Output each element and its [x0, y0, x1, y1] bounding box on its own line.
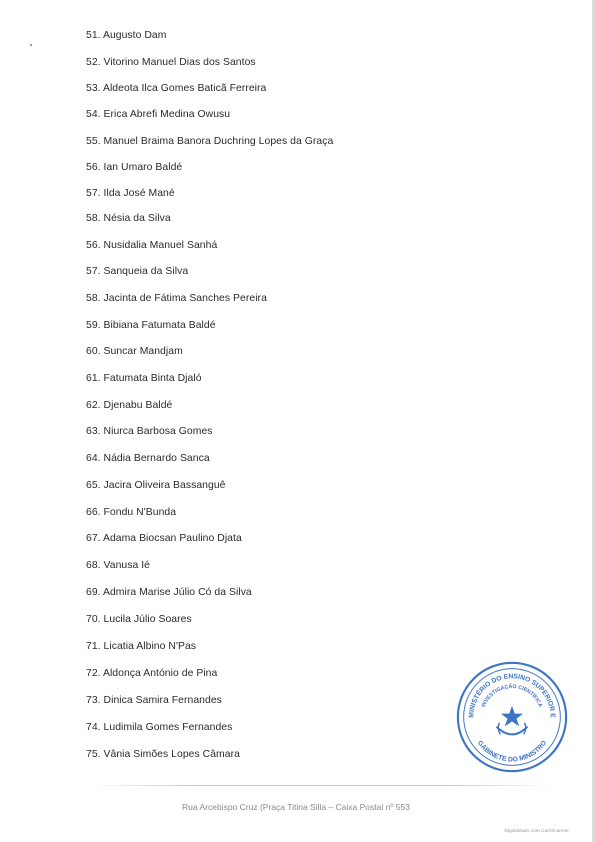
list-item: 56. Ian Umaro Baldé	[86, 162, 183, 173]
list-item: 63. Niurca Barbosa Gomes	[86, 426, 213, 437]
ministry-stamp	[454, 659, 570, 775]
list-item: 58. Jacinta de Fátima Sanches Pereira	[86, 293, 267, 304]
list-item: 59. Bibiana Fatumata Baldé	[86, 320, 216, 331]
list-item: 54. Erica Abrefi Medina Owusu	[86, 109, 231, 120]
stamp-bottom-text: GABINETE DO MINISTRO	[475, 739, 549, 764]
footer-divider	[86, 785, 556, 786]
list-item: 68. Vanusa Ié	[86, 560, 151, 571]
list-item: 72. Aldonça António de Pina	[86, 668, 218, 679]
list-item: 57. Sanqueia da Silva	[86, 266, 189, 277]
list-item: 75. Vânia Simões Lopes Câmara	[86, 749, 240, 760]
list-item: 61. Fatumata Binta Djaló	[86, 373, 202, 384]
list-item: 65. Jacira Oliveira Bassanguê	[86, 480, 226, 491]
stamp-top-text: MINISTÉRIO DO ENSINO SUPERIOR E	[468, 673, 556, 718]
list-item: 67. Adama Biocsan Paulino Djata	[86, 533, 242, 544]
list-item: 56. Nusidalia Manuel Sanhá	[86, 240, 218, 251]
list-item: 66. Fondu N'Bunda	[86, 507, 177, 518]
list-item: 62. Djenabu Baldé	[86, 400, 173, 411]
list-item: 55. Manuel Braima Banora Duchring Lopes da Graça	[86, 136, 334, 147]
list-item: 53. Aldeota Ilca Gomes Baticã Ferreira	[86, 83, 267, 94]
list-item: 57. Ilda José Mané	[86, 188, 175, 199]
list-item: 51. Augusto Dam	[86, 30, 167, 41]
footer-address: Rua Arcebispo Cruz (Praça Titina Silla – Caixa Postal nº 553	[182, 802, 410, 812]
list-item: 58. Nésia da Silva	[86, 213, 171, 224]
list-item: 73. Dinica Samira Fernandes	[86, 695, 222, 706]
stamp-middle-text: INVESTIGAÇÃO CIENTÍFICA	[480, 683, 544, 709]
list-item: 74. Ludimila Gomes Fernandes	[86, 722, 233, 733]
list-item: 60. Suncar Mandjam	[86, 346, 183, 357]
stamp-emblem-icon	[497, 707, 528, 734]
list-item: 64. Nádia Bernardo Sanca	[86, 453, 210, 464]
list-item: 71. Licatia Albino N'Pas	[86, 641, 197, 652]
list-item: 70. Lucila Júlio Soares	[86, 614, 192, 625]
scanner-watermark: Digitalizado com CamScanner	[504, 829, 569, 834]
list-item: 69. Admira Marise Júlio Có da Silva	[86, 587, 252, 598]
list-item: 52. Vitorino Manuel Dias dos Santos	[86, 57, 256, 68]
